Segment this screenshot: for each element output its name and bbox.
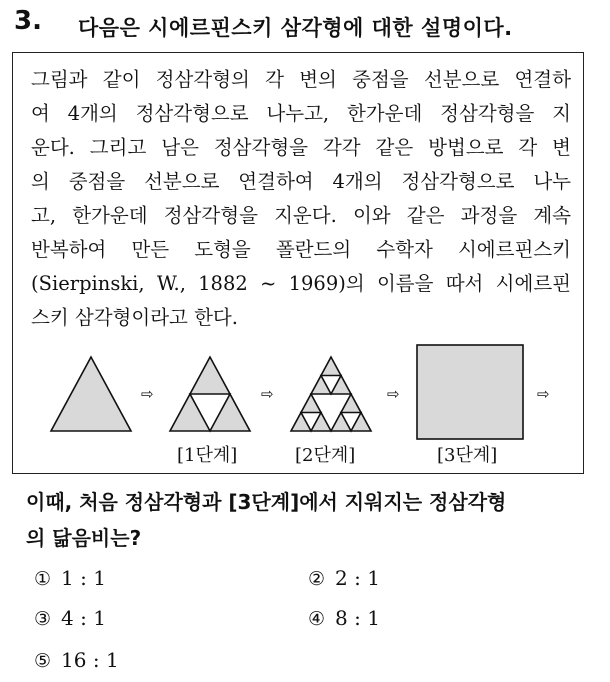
- stage-1-triangle: [170, 357, 250, 431]
- sierpinski-figure: [13, 339, 585, 475]
- question-number: 3.: [14, 6, 42, 36]
- choice-4[interactable]: [308, 606, 380, 630]
- arrow-icon: ⇨: [261, 385, 274, 403]
- choice-text: 1 : 1: [61, 566, 106, 590]
- passage-line: 그림과 같이 정삼각형의 각 변의 중점을 선분으로 연결하: [31, 68, 571, 91]
- choice-1[interactable]: [34, 566, 106, 590]
- stage-0-triangle: [51, 357, 131, 431]
- stage-label-3: [3단계]: [437, 445, 498, 466]
- passage-line: 스키 삼각형이라고 한다.: [31, 306, 238, 329]
- stage-label-2: [2단계]: [295, 445, 356, 466]
- question-prompt: [26, 484, 586, 556]
- choice-3[interactable]: [34, 606, 106, 630]
- arrow-icon: ⇨: [537, 385, 550, 403]
- choice-text: 2 : 1: [335, 566, 380, 590]
- choice-mark: ⑤: [34, 650, 52, 672]
- arrow-icon: ⇨: [141, 385, 154, 403]
- choice-text: 4 : 1: [61, 606, 106, 630]
- arrow-icon: ⇨: [387, 385, 400, 403]
- stage-3-square: [417, 345, 523, 439]
- question-title: 다음은 시에르핀스키 삼각형에 대한 설명이다.: [78, 16, 513, 40]
- passage-line: (Sierpinski, W., 1882 ~ 1969)의 이름을 따서 시에르핀: [31, 272, 571, 295]
- passage-box: [12, 52, 584, 474]
- choice-mark: ②: [308, 568, 326, 590]
- passage-line: 운다. 그리고 남은 정삼각형을 각각 같은 방법으로 각 변: [31, 136, 571, 159]
- choice-text: 16 : 1: [61, 648, 119, 672]
- choice-2[interactable]: [308, 566, 380, 590]
- choice-text: 8 : 1: [335, 606, 380, 630]
- choice-mark: ③: [34, 608, 52, 630]
- passage-line: 반복하여 만든 도형을 폴란드의 수학자 시에르핀스키: [31, 238, 571, 261]
- stage-2-triangle: [291, 357, 371, 431]
- choice-mark: ④: [308, 608, 326, 630]
- stage-3-square-box: [417, 345, 523, 439]
- passage-line: 의 중점을 선분으로 연결하여 4개의 정삼각형으로 나누: [31, 170, 571, 193]
- choice-mark: ①: [34, 568, 52, 590]
- passage-text: [31, 63, 571, 335]
- choice-5[interactable]: [34, 648, 119, 672]
- passage-line: 여 4개의 정삼각형으로 나누고, 한가운데 정삼각형을 지: [31, 102, 571, 125]
- question-prompt-line: 이때, 처음 정삼각형과 [3단계]에서 지워지는 정삼각형: [26, 490, 507, 514]
- stage-label-1: [1단계]: [177, 445, 238, 466]
- passage-line: 고, 한가운데 정삼각형을 지운다. 이와 같은 과정을 계속: [31, 204, 571, 227]
- question-prompt-line: 의 닮음비는?: [26, 526, 142, 550]
- outer-triangle: [51, 357, 131, 431]
